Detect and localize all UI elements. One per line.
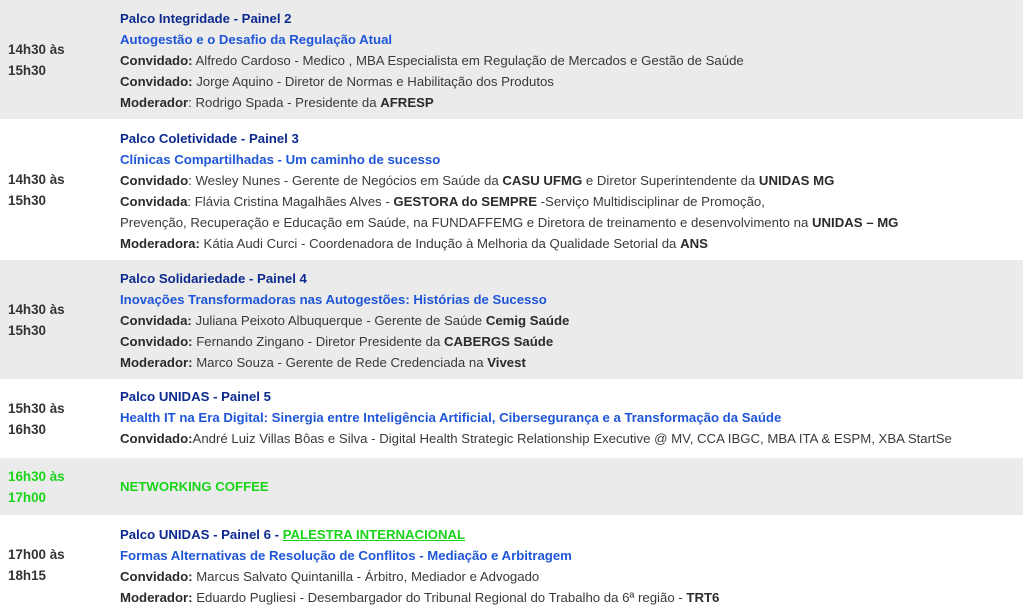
time-start: 17h00 às (8, 546, 65, 562)
speaker-text: Prevenção, Recuperação e Educação em Saúde, na FUNDAFFEMG e Diretora de treinamento e desenvolvimento na (120, 215, 812, 230)
session-details (120, 120, 1023, 259)
session-title: Autogestão e o Desafio da Regulação Atual (120, 32, 393, 47)
session-details (120, 516, 1023, 613)
org-name: GESTORA do SEMPRE (393, 194, 537, 209)
session-time (0, 260, 120, 379)
org-name: Cemig Saúde (485, 313, 570, 328)
schedule-row-painel-3 (0, 120, 1023, 260)
time-end: 15h30 (8, 192, 46, 208)
speaker-text: e Diretor Superintendente da (582, 173, 759, 188)
org-name: ANS (680, 236, 708, 251)
session-details (120, 260, 1023, 379)
session-title: Health IT na Era Digital: Sinergia entre Inteligência Artificial, Cibersegurança e a Transformação da Saúde (120, 410, 782, 425)
schedule-row-painel-2 (0, 0, 1023, 120)
speaker-text: Jorge Aquino - Diretor de Normas e Habilitação dos Produtos (192, 74, 554, 89)
speaker-text: : Flávia Cristina Magalhães Alves - (187, 194, 394, 209)
speaker-line (120, 310, 1023, 331)
stage-label (120, 524, 1023, 545)
time-start: 14h30 às (8, 301, 65, 317)
role-label: Moderador: (120, 355, 193, 370)
role-label: Convidada (120, 194, 188, 209)
speaker-text: : Wesley Nunes - Gerente de Negócios em Saúde da (188, 173, 503, 188)
session-title: Clínicas Compartilhadas - Um caminho de sucesso (120, 152, 441, 167)
time-start: 16h30 às (8, 468, 65, 484)
session-time (0, 0, 120, 119)
role-label: Convidado: (120, 74, 193, 89)
speaker-text: Fernando Zingano - Diretor Presidente da (192, 334, 444, 349)
role-label: Convidado: (120, 431, 193, 446)
org-name: CASU UFMG (502, 173, 583, 188)
speaker-text: Alfredo Cardoso - Medico , MBA Especialista em Regulação de Mercados e Gestão de Saúde (192, 53, 744, 68)
time-start: 14h30 às (8, 41, 65, 57)
session-time (0, 516, 120, 613)
org-name: TRT6 (686, 590, 720, 605)
moderator-line (120, 233, 1023, 254)
org-name: Vivest (487, 355, 526, 370)
speaker-text: Marco Souza - Gerente de Rede Credenciada na (192, 355, 488, 370)
time-start: 15h30 às (8, 400, 65, 416)
time-end: 16h30 (8, 421, 46, 437)
role-label: Convidado: (120, 53, 193, 68)
speaker-text: Juliana Peixoto Albuquerque - Gerente de Saúde (191, 313, 486, 328)
time-start: 14h30 às (8, 171, 65, 187)
session-details (120, 380, 1023, 457)
schedule-row-painel-4 (0, 260, 1023, 380)
speaker-line (120, 71, 1023, 92)
speaker-text: André Luiz Villas Bôas e Silva - Digital Health Strategic Relationship Executive @ MV, CCA IBGC, MBA ITA & ESPM, XBA StartSe (192, 431, 952, 446)
speaker-text: -Serviço Multidisciplinar de Promoção, (537, 194, 765, 209)
moderator-line (120, 92, 1023, 113)
org-name: AFRESP (380, 95, 434, 110)
speaker-line (120, 50, 1023, 71)
speaker-line (120, 191, 1023, 212)
stage-label: Palco Solidariedade - Painel 4 (120, 271, 307, 286)
stage-text: Palco UNIDAS - Painel 6 - (120, 527, 283, 542)
role-label: Convidada: (120, 313, 192, 328)
role-label: Convidado: (120, 569, 193, 584)
stage-label: Palco Integridade - Painel 2 (120, 11, 292, 26)
role-label: Moderador (120, 95, 189, 110)
time-end: 15h30 (8, 62, 46, 78)
time-end: 18h15 (8, 567, 46, 583)
time-end: 15h30 (8, 322, 46, 338)
session-time (0, 120, 120, 259)
session-time (0, 380, 120, 457)
schedule-row-networking (0, 458, 1023, 516)
stage-label: Palco Coletividade - Painel 3 (120, 131, 299, 146)
org-name: UNIDAS – MG (811, 215, 899, 230)
speaker-line-continued (120, 212, 1023, 233)
schedule-row-painel-5 (0, 380, 1023, 458)
schedule-row-painel-6 (0, 516, 1023, 613)
role-label: Moderadora: (120, 236, 200, 251)
speaker-line (120, 428, 1023, 449)
speaker-line (120, 566, 1023, 587)
moderator-line (120, 352, 1023, 373)
speaker-line (120, 170, 1023, 191)
session-title: Formas Alternativas de Resolução de Conflitos - Mediação e Arbitragem (120, 548, 572, 563)
moderator-line (120, 587, 1023, 608)
session-time (0, 458, 120, 515)
org-name: UNIDAS MG (758, 173, 835, 188)
role-label: Moderador: (120, 590, 193, 605)
time-end: 17h00 (8, 489, 46, 505)
palestra-internacional-link[interactable]: PALESTRA INTERNACIONAL (282, 527, 466, 542)
session-details (120, 458, 1023, 515)
speaker-line (120, 331, 1023, 352)
org-name: CABERGS Saúde (443, 334, 554, 349)
speaker-text: Eduardo Pugliesi - Desembargador do Tribunal Regional do Trabalho da 6ª região - (192, 590, 687, 605)
networking-coffee-label: NETWORKING COFFEE (120, 479, 269, 494)
session-title: Inovações Transformadoras nas Autogestões: Histórias de Sucesso (120, 292, 547, 307)
speaker-text: : Rodrigo Spada - Presidente da (188, 95, 381, 110)
role-label: Convidado: (120, 334, 193, 349)
stage-label: Palco UNIDAS - Painel 5 (120, 389, 271, 404)
role-label: Convidado (120, 173, 189, 188)
session-details (120, 0, 1023, 119)
speaker-text: Kátia Audi Curci - Coordenadora de Indução à Melhoria da Qualidade Setorial da (199, 236, 681, 251)
speaker-text: Marcus Salvato Quintanilla - Árbitro, Mediador e Advogado (192, 569, 540, 584)
